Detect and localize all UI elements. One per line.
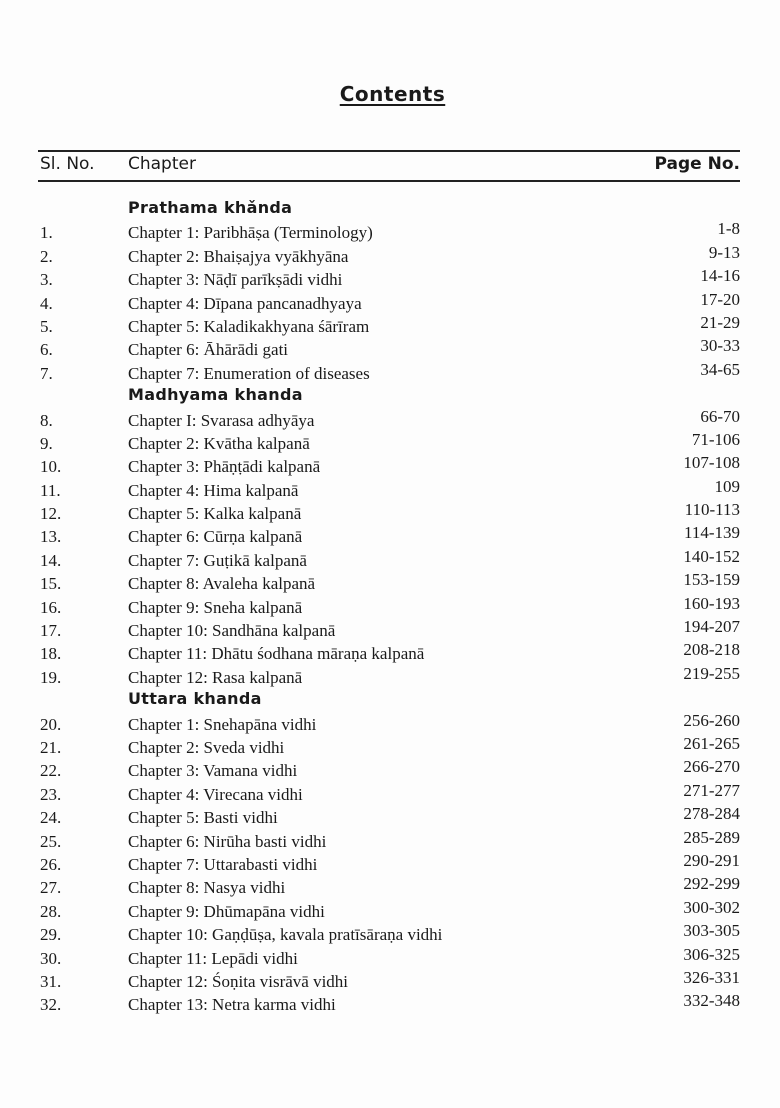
toc-entry [40,804,740,827]
entry-title: Chapter 11: Lepādi vidhi [128,948,298,968]
entry-number: 3. [40,270,53,290]
toc-entry [40,874,740,897]
column-header-chapter: Chapter [128,154,196,174]
entry-number: 7. [40,363,53,383]
page-title [0,82,780,106]
entry-number: 30. [40,948,62,968]
entry-pages: 153-159 [683,570,740,590]
entry-number: 32. [40,995,62,1015]
entry-pages: 9-13 [708,242,740,262]
entry-number: 14. [40,550,62,570]
entry-number: 6. [40,340,53,360]
toc-entry [40,945,740,968]
entry-title: Chapter 2: Kvātha kalpanā [128,433,310,453]
entry-pages: 266-270 [683,757,740,777]
entry-pages: 1-8 [717,219,740,239]
toc-entry [40,851,740,874]
toc-entry [40,640,740,663]
entry-number: 28. [40,901,62,921]
entry-number: 20. [40,714,62,734]
entry-title: Chapter 7: Enumeration of diseases [128,363,370,383]
entry-pages: 71-106 [691,429,740,449]
entry-pages: 109 [714,476,740,496]
entry-pages: 271-277 [683,780,740,800]
entry-number: 23. [40,784,62,804]
entry-title: Chapter 9: Sneha kalpanā [128,597,303,617]
entry-title: Chapter 1: Paribhāṣa (Terminology) [128,223,373,243]
entry-number: 26. [40,854,62,874]
toc-entry [40,734,740,757]
entry-number: 17. [40,621,62,641]
header-top-rule [38,150,740,152]
entry-pages: 110-113 [684,500,740,520]
entry-pages: 290-291 [683,850,740,870]
column-header-sl-no: Sl. No. [40,154,95,174]
toc-entry [40,407,740,430]
toc-entry [40,430,740,453]
entry-number: 24. [40,808,62,828]
entry-title: Chapter 3: Vamana vidhi [128,761,298,781]
toc-entry [40,290,740,313]
entry-number: 16. [40,597,62,617]
entry-number: 12. [40,504,62,524]
header-bottom-rule [38,180,740,182]
entry-title: Chapter 12: Śoṇita visrāvā vidhi [128,971,349,991]
entry-title: Chapter 1: Snehapāna vidhi [128,714,317,734]
entry-pages: 30-33 [700,336,740,356]
toc-entry [40,477,740,500]
entry-pages: 306-325 [683,944,740,964]
entry-pages: 256-260 [683,710,740,730]
entry-number: 31. [40,971,62,991]
entry-title: Chapter 3: Phāṇṭādi kalpanā [128,457,321,477]
entry-number: 19. [40,667,62,687]
entry-number: 1. [40,223,53,243]
entry-title: Chapter 4: Virecana vidhi [128,784,303,804]
entry-pages: 278-284 [683,804,740,824]
entry-title: Chapter 5: Basti vidhi [128,808,278,828]
entry-title: Chapter 9: Dhūmapāna vidhi [128,901,325,921]
entry-pages: 208-218 [683,640,740,660]
entry-title: Chapter 10: Gaṇḍūṣa, kavala pratīsāraṇa vidhi [128,925,443,945]
entry-title: Chapter 10: Sandhāna kalpanā [128,621,336,641]
entry-title: Chapter 7: Guṭikā kalpanā [128,550,307,570]
section-heading: Prathama khǎnda [128,198,293,217]
entry-pages: 114-139 [683,523,740,543]
entry-title: Chapter 6: Āhārādi gati [128,340,289,360]
entry-title: Chapter 4: Dīpana pancanadhyaya [128,293,362,313]
entry-number: 13. [40,527,62,547]
entry-title: Chapter 5: Kaladikakhyana śārīram [128,316,370,336]
toc-entry [40,336,740,359]
entry-number: 2. [40,246,53,266]
entry-pages: 292-299 [683,874,740,894]
entry-title: Chapter 6: Nirūha basti vidhi [128,831,327,851]
toc-entry [40,711,740,734]
toc-entry [40,523,740,546]
entry-pages: 14-16 [700,266,740,286]
toc-entry [40,781,740,804]
entry-title: Chapter 3: Nāḍī parīkṣādi vidhi [128,270,343,290]
entry-title: Chapter 13: Netra karma vidhi [128,995,336,1015]
toc-entry [40,898,740,921]
entry-pages: 140-152 [683,546,740,566]
entry-pages: 66-70 [700,406,740,426]
toc-entry [40,921,740,944]
entry-title: Chapter 5: Kalka kalpanā [128,504,302,524]
entry-number: 11. [40,480,61,500]
entry-number: 9. [40,433,53,453]
toc-entry [40,757,740,780]
entry-title: Chapter 12: Rasa kalpanā [128,667,303,687]
entry-pages: 332-348 [683,991,740,1011]
toc-entry [40,828,740,851]
entry-title: Chapter 4: Hima kalpanā [128,480,299,500]
entry-title: Chapter 8: Avaleha kalpanā [128,574,316,594]
section-heading: Uttara khanda [128,689,262,709]
entry-pages: 17-20 [700,289,740,309]
entry-number: 15. [40,574,62,594]
toc-entry [40,453,740,476]
entry-title: Chapter 7: Uttarabasti vidhi [128,854,318,874]
entry-pages: 326-331 [683,967,740,987]
entry-number: 8. [40,410,53,430]
entry-number: 25. [40,831,62,851]
toc-entry [40,664,740,687]
entry-title: Chapter 8: Nasya vidhi [128,878,286,898]
entry-number: 21. [40,737,62,757]
toc-entry [40,266,740,289]
entry-title: Chapter I: Svarasa adhyāya [128,410,315,430]
entry-pages: 34-65 [700,359,740,379]
table-of-contents [40,196,740,1015]
entry-pages: 160-193 [683,593,740,613]
entry-pages: 21-29 [700,312,740,332]
section-heading: Madhyama khanda [128,385,303,405]
toc-entry [40,500,740,523]
toc-entry [40,991,740,1014]
column-header-page-no: Page No. [654,154,740,174]
entry-pages: 261-265 [683,733,740,753]
entry-pages: 300-302 [683,897,740,917]
toc-entry [40,313,740,336]
toc-entry [40,219,740,242]
entry-pages: 219-255 [683,663,740,683]
entry-title: Chapter 6: Cūrṇa kalpanā [128,527,303,547]
toc-entry [40,547,740,570]
entry-title: Chapter 11: Dhātu śodhana māraṇa kalpanā [128,644,425,664]
toc-entry [40,243,740,266]
entry-number: 4. [40,293,53,313]
toc-entry [40,360,740,383]
entry-number: 27. [40,878,62,898]
entry-pages: 285-289 [683,827,740,847]
toc-entry [40,617,740,640]
entry-pages: 194-207 [683,617,740,637]
entry-title: Chapter 2: Bhaiṣajya vyākhyāna [128,246,349,266]
contents-heading: Contents [339,82,446,106]
entry-number: 18. [40,644,62,664]
entry-pages: 107-108 [683,453,740,473]
entry-number: 5. [40,316,53,336]
entry-pages: 303-305 [683,921,740,941]
entry-title: Chapter 2: Sveda vidhi [128,737,285,757]
toc-entry [40,968,740,991]
toc-entry [40,570,740,593]
toc-entry [40,594,740,617]
table-header [40,154,740,178]
entry-number: 10. [40,457,62,477]
entry-number: 29. [40,925,62,945]
entry-number: 22. [40,761,62,781]
